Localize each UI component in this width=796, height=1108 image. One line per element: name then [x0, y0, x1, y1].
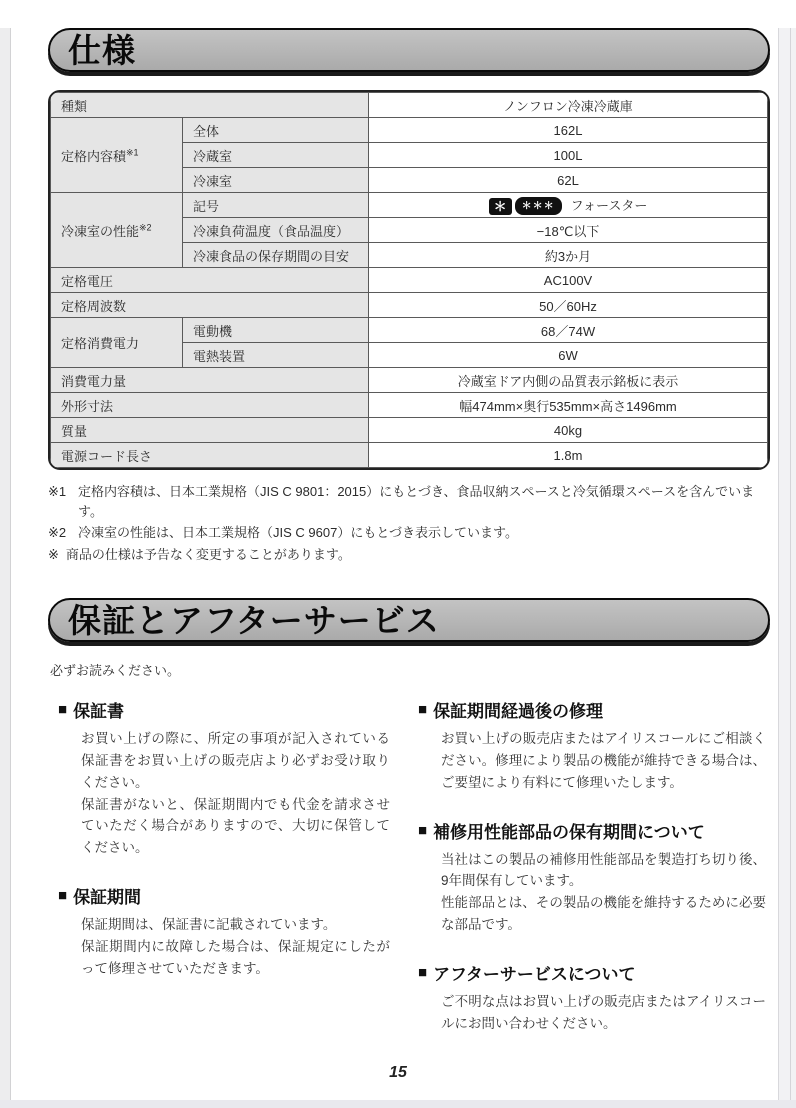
spec-table	[48, 90, 770, 470]
table-row	[51, 93, 768, 118]
footnote-3-marker: ※	[48, 546, 59, 562]
spec-value-dimensions: 幅474mm×奥行535mm×高さ1496mm	[369, 393, 768, 418]
page-edge-bottom	[0, 1100, 796, 1108]
table-row	[51, 118, 768, 143]
spec-value-weight: 40kg	[369, 418, 768, 443]
page-content	[48, 28, 770, 1059]
warranty-right-column	[418, 697, 766, 1059]
capacity-label-text: 定格内容積	[61, 148, 127, 164]
block-heading-text: 保証書	[73, 702, 125, 721]
spec-sublabel: 全体	[183, 118, 369, 143]
table-row	[51, 318, 768, 343]
footnote-2-text: 冷凍室の性能は、日本工業規格（JIS C 9607）にもとづき表示しています。	[78, 525, 519, 540]
footnote-1-text: 定格内容積は、日本工業規格（JIS C 9801：2015）にもとづき、食品収納スペースと冷気循環スペースを含んでいます。	[78, 484, 755, 519]
block-heading	[418, 960, 766, 985]
block-body-text: お買い上げの際に、所定の事項が記入されている保証書をお買い上げの販売店より必ずお受け取りください。 保証書がないと、保証期間内でも代金を請求させていただく場合がありますので、大切に保管してください。	[81, 731, 390, 856]
spec-sublabel: 冷凍負荷温度（食品温度）	[183, 218, 369, 243]
spec-sublabel: 電動機	[183, 318, 369, 343]
spec-value-voltage: AC100V	[369, 268, 768, 293]
footnote-marker-1: ※1	[126, 147, 139, 158]
warranty-left-column	[58, 697, 390, 1059]
freezer-one-star-icon: ＊	[489, 198, 512, 215]
spec-label-capacity	[51, 118, 183, 193]
warranty-block-certificate	[58, 697, 390, 859]
warranty-block-parts-retention	[418, 818, 766, 936]
square-bullet-icon: ■	[418, 821, 428, 839]
warranty-columns	[48, 697, 770, 1059]
spec-value-cord: 1.8m	[369, 443, 768, 468]
spec-sublabel: 記号	[183, 193, 369, 218]
block-heading	[418, 818, 766, 843]
block-body-text: 当社はこの製品の補修用性能部品を製造打ち切り後、9年間保有しています。 性能部品とは、その製品の機能を維持するために必要な部品です。	[441, 851, 766, 933]
square-bullet-icon: ■	[418, 964, 428, 982]
spec-label-power: 定格消費電力	[51, 318, 183, 368]
page-edge-left	[0, 28, 11, 1108]
spec-value: 68／74W	[369, 318, 768, 343]
spec-value-energy: 冷蔵室ドア内側の品質表示銘板に表示	[369, 368, 768, 393]
block-heading-text: 保証期間	[73, 888, 142, 908]
footnote-3-text: 商品の仕様は予告なく変更することがあります。	[65, 546, 351, 562]
spec-label-energy: 消費電力量	[51, 368, 369, 393]
specs-section-header	[48, 28, 770, 72]
spec-value: 100L	[369, 143, 768, 168]
spec-label-dimensions: 外形寸法	[51, 393, 369, 418]
square-bullet-icon: ■	[58, 701, 68, 718]
warranty-lead-text: 必ずお読みください。	[50, 663, 181, 678]
block-body-text: お買い上げの販売店またはアイリスコールにご相談ください。修理により製品の機能が維持できる場合は、ご要望により有料にて修理いたします。	[441, 731, 766, 790]
block-heading-text: 保証期間経過後の修理	[433, 702, 604, 721]
spec-label-voltage: 定格電圧	[51, 268, 369, 293]
footnote-1-marker: ※1	[48, 484, 67, 499]
spec-value: 約3か月	[369, 243, 768, 268]
block-heading-text: アフターサービスについて	[433, 965, 636, 985]
warranty-block-after-service	[418, 960, 766, 1035]
spec-value-symbol	[369, 193, 768, 218]
table-row	[51, 443, 768, 468]
freezer-symbol-label: フォースター	[570, 197, 648, 213]
freezer-three-star-icon: ＊＊＊	[515, 197, 562, 215]
spec-label-frequency: 定格周波数	[51, 293, 369, 318]
spec-label-freezer-performance	[51, 193, 183, 268]
table-row	[51, 193, 768, 218]
spec-value: 162L	[369, 118, 768, 143]
block-heading	[418, 697, 766, 722]
block-body-text: ご不明な点はお買い上げの販売店またはアイリスコールにお問い合わせください。	[441, 994, 766, 1031]
block-body-text: 保証期間は、保証書に記載されています。 保証期間内に故障した場合は、保証規定にしたがって修理させていただきます。	[81, 917, 390, 976]
spec-value: 6W	[369, 343, 768, 368]
footnotes	[48, 482, 770, 564]
block-heading	[58, 883, 390, 908]
square-bullet-icon: ■	[58, 887, 68, 905]
table-row	[51, 293, 768, 318]
block-heading	[58, 697, 390, 722]
spec-value-type: ノンフロン冷凍冷蔵庫	[369, 93, 768, 118]
footnote-1	[48, 482, 770, 521]
square-bullet-icon: ■	[418, 701, 428, 718]
warranty-block-period	[58, 883, 390, 980]
specs-section-title: 仕様	[68, 31, 136, 69]
manual-page	[0, 28, 796, 1081]
footnote-3	[48, 545, 770, 565]
block-heading-text: 補修用性能部品の保有期間について	[433, 822, 705, 842]
warranty-block-repair-after-period	[418, 697, 766, 794]
spec-label-cord: 電源コード長さ	[51, 443, 369, 468]
spec-sublabel: 冷凍食品の保存期間の目安	[183, 243, 369, 268]
spec-sublabel: 冷蔵室	[183, 143, 369, 168]
page-edge-right	[778, 28, 796, 1108]
table-row	[51, 268, 768, 293]
spec-sublabel: 電熱装置	[183, 343, 369, 368]
spec-label-weight: 質量	[51, 418, 369, 443]
freezer-performance-label-text: 冷凍室の性能	[61, 223, 140, 239]
footnote-2-marker: ※2	[48, 525, 67, 540]
footnote-2	[48, 523, 770, 543]
spec-value: 62L	[369, 168, 768, 193]
page-number: 15	[389, 1064, 407, 1081]
footnote-marker-2: ※2	[139, 222, 152, 233]
warranty-section-title: 保証とアフターサービス	[68, 601, 440, 639]
table-row	[51, 393, 768, 418]
table-row	[51, 368, 768, 393]
spec-sublabel: 冷凍室	[183, 168, 369, 193]
spec-label-type: 種類	[51, 93, 369, 118]
warranty-section-header	[48, 598, 770, 642]
spec-value: −18℃以下	[369, 218, 768, 243]
spec-value-frequency: 50／60Hz	[369, 293, 768, 318]
table-row	[51, 418, 768, 443]
